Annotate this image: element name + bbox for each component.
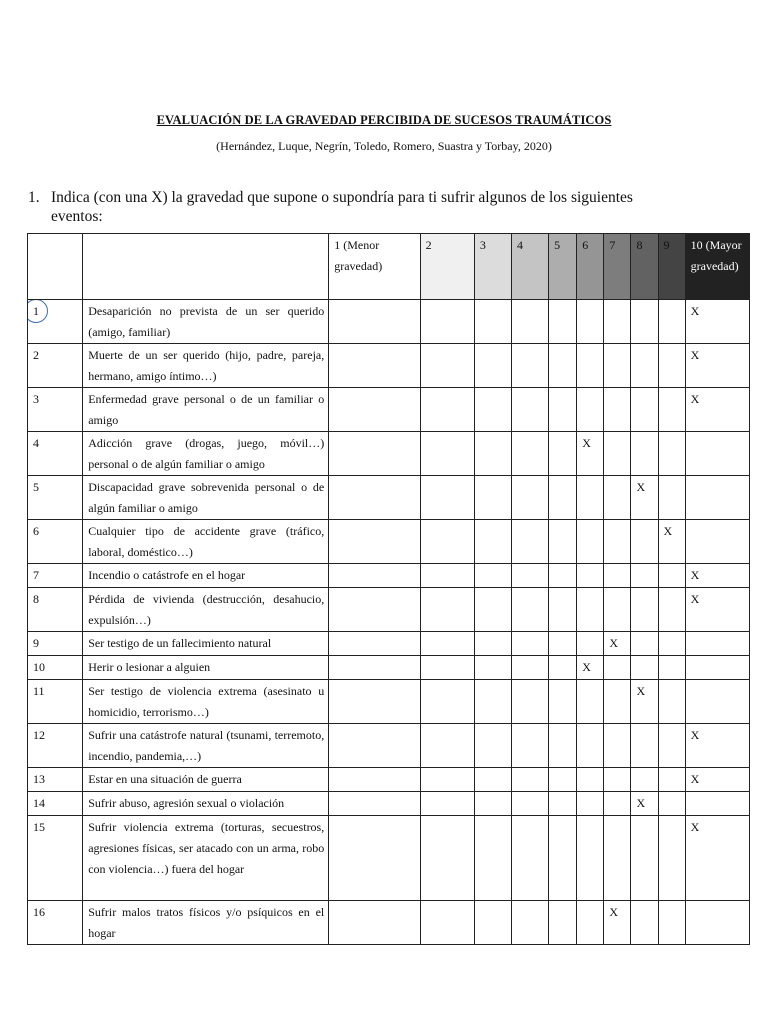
scale-header-3: 3 (474, 234, 511, 300)
rating-cell-4[interactable] (511, 724, 548, 768)
rating-cell-4[interactable] (511, 632, 548, 656)
table-row (28, 632, 750, 656)
header-event-cell (83, 234, 329, 300)
event-description: Incendio o catástrofe en el hogar (83, 564, 329, 588)
rating-cell-7[interactable] (604, 680, 631, 724)
rating-cell-4[interactable] (511, 344, 548, 388)
rating-cell-4[interactable] (511, 901, 548, 945)
rating-cell-1[interactable] (329, 768, 420, 792)
rating-cell-9[interactable] (658, 656, 685, 680)
header-number-cell (28, 234, 83, 300)
rating-cell-7[interactable] (604, 724, 631, 768)
rating-cell-6[interactable] (577, 680, 604, 724)
rating-cell-1[interactable] (329, 564, 420, 588)
event-description: Cualquier tipo de accidente grave (tráfico, laboral, doméstico…) (83, 520, 329, 564)
rating-cell-2[interactable] (420, 724, 474, 768)
rating-cell-8[interactable] (631, 901, 658, 945)
rating-cell-3[interactable] (474, 344, 511, 388)
table-row (28, 564, 750, 588)
rating-cell-3[interactable] (474, 388, 511, 432)
row-number (28, 724, 83, 768)
event-description: Discapacidad grave sobrevenida personal o de algún familiar o amigo (83, 476, 329, 520)
rating-cell-2[interactable] (420, 816, 474, 901)
rating-cell-9[interactable] (658, 476, 685, 520)
rating-cell-1[interactable] (329, 680, 420, 724)
rating-cell-5[interactable] (549, 564, 577, 588)
scale-header-2: 2 (420, 234, 474, 300)
rating-cell-8[interactable] (631, 432, 658, 476)
event-description: Sufrir una catástrofe natural (tsunami, terremoto, incendio, pandemia,…) (83, 724, 329, 768)
rating-cell-4[interactable] (511, 816, 548, 901)
table-row (28, 901, 750, 945)
row-number-text: 15 (33, 820, 45, 834)
rating-cell-9[interactable] (658, 588, 685, 632)
rating-cell-6[interactable] (577, 476, 604, 520)
rating-cell-2[interactable] (420, 768, 474, 792)
rating-cell-1[interactable] (329, 388, 420, 432)
table-row (28, 724, 750, 768)
rating-mark[interactable]: X (604, 632, 631, 656)
row-number-text: 3 (33, 392, 39, 406)
rating-cell-4[interactable] (511, 300, 548, 344)
rating-cell-7[interactable] (604, 432, 631, 476)
rating-cell-1[interactable] (329, 476, 420, 520)
rating-cell-2[interactable] (420, 632, 474, 656)
rating-cell-4[interactable] (511, 520, 548, 564)
rating-cell-6[interactable] (577, 724, 604, 768)
rating-cell-9[interactable] (658, 388, 685, 432)
scale-header-7: 7 (604, 234, 631, 300)
severity-table (27, 233, 750, 945)
rating-cell-3[interactable] (474, 816, 511, 901)
row-number-text: 16 (33, 905, 45, 919)
rating-cell-3[interactable] (474, 724, 511, 768)
rating-mark[interactable]: X (685, 388, 749, 432)
rating-mark[interactable]: X (631, 476, 658, 520)
rating-cell-3[interactable] (474, 656, 511, 680)
scale-header-8: 8 (631, 234, 658, 300)
rating-mark[interactable]: X (685, 588, 749, 632)
rating-cell-8[interactable] (631, 816, 658, 901)
scale-header-10: 10 (Mayor gravedad) (685, 234, 749, 300)
rating-cell-3[interactable] (474, 768, 511, 792)
rating-cell-5[interactable] (549, 432, 577, 476)
rating-cell-10[interactable] (685, 632, 749, 656)
row-number (28, 680, 83, 724)
scale-header-5: 5 (549, 234, 577, 300)
row-number (28, 432, 83, 476)
rating-cell-6[interactable] (577, 901, 604, 945)
table-row (28, 388, 750, 432)
rating-cell-5[interactable] (549, 792, 577, 816)
table-row (28, 588, 750, 632)
table-row (28, 656, 750, 680)
rating-cell-9[interactable] (658, 816, 685, 901)
row-number-text: 13 (33, 772, 45, 786)
rating-cell-9[interactable] (658, 564, 685, 588)
rating-cell-2[interactable] (420, 656, 474, 680)
rating-cell-1[interactable] (329, 344, 420, 388)
rating-cell-7[interactable] (604, 816, 631, 901)
rating-cell-8[interactable] (631, 388, 658, 432)
rating-cell-7[interactable] (604, 476, 631, 520)
rating-cell-7[interactable] (604, 564, 631, 588)
rating-cell-2[interactable] (420, 792, 474, 816)
row-number-text: 11 (33, 684, 45, 698)
rating-cell-8[interactable] (631, 768, 658, 792)
rating-mark[interactable]: X (631, 792, 658, 816)
rating-cell-5[interactable] (549, 768, 577, 792)
rating-cell-1[interactable] (329, 300, 420, 344)
rating-mark[interactable]: X (631, 680, 658, 724)
circled-row-number: 1 (33, 301, 39, 322)
rating-cell-5[interactable] (549, 632, 577, 656)
rating-cell-3[interactable] (474, 520, 511, 564)
rating-cell-6[interactable] (577, 344, 604, 388)
rating-cell-10[interactable] (685, 680, 749, 724)
rating-cell-6[interactable] (577, 768, 604, 792)
rating-mark[interactable]: X (685, 724, 749, 768)
rating-cell-8[interactable] (631, 632, 658, 656)
rating-cell-8[interactable] (631, 588, 658, 632)
table-row (28, 792, 750, 816)
event-description: Estar en una situación de guerra (83, 768, 329, 792)
row-number (28, 768, 83, 792)
rating-cell-10[interactable] (685, 792, 749, 816)
rating-cell-2[interactable] (420, 588, 474, 632)
rating-mark[interactable]: X (685, 564, 749, 588)
rating-cell-9[interactable] (658, 344, 685, 388)
row-number-text: 7 (33, 568, 39, 582)
rating-cell-9[interactable] (658, 432, 685, 476)
event-description: Ser testigo de un fallecimiento natural (83, 632, 329, 656)
rating-cell-5[interactable] (549, 476, 577, 520)
rating-cell-1[interactable] (329, 520, 420, 564)
rating-cell-1[interactable] (329, 901, 420, 945)
row-number-text: 2 (33, 348, 39, 362)
rating-cell-9[interactable] (658, 792, 685, 816)
rating-mark[interactable]: X (685, 768, 749, 792)
table-row (28, 476, 750, 520)
rating-mark[interactable]: X (685, 300, 749, 344)
rating-cell-7[interactable] (604, 588, 631, 632)
table-row (28, 816, 750, 901)
rating-cell-9[interactable] (658, 680, 685, 724)
row-number (28, 901, 83, 945)
rating-cell-6[interactable] (577, 792, 604, 816)
header-row (28, 234, 750, 300)
rating-cell-2[interactable] (420, 432, 474, 476)
rating-cell-3[interactable] (474, 901, 511, 945)
row-number-text: 8 (33, 592, 39, 606)
rating-cell-3[interactable] (474, 588, 511, 632)
rating-cell-7[interactable] (604, 656, 631, 680)
rating-cell-1[interactable] (329, 792, 420, 816)
event-description: Ser testigo de violencia extrema (asesinato u homicidio, terrorismo…) (83, 680, 329, 724)
rating-cell-5[interactable] (549, 388, 577, 432)
rating-cell-8[interactable] (631, 656, 658, 680)
rating-cell-10[interactable] (685, 520, 749, 564)
row-number (28, 588, 83, 632)
rating-cell-2[interactable] (420, 564, 474, 588)
rating-cell-7[interactable] (604, 344, 631, 388)
rating-cell-3[interactable] (474, 300, 511, 344)
row-number (28, 564, 83, 588)
rating-cell-3[interactable] (474, 476, 511, 520)
table-row (28, 680, 750, 724)
table-row (28, 432, 750, 476)
rating-mark[interactable]: X (658, 520, 685, 564)
rating-cell-9[interactable] (658, 300, 685, 344)
rating-cell-1[interactable] (329, 724, 420, 768)
rating-cell-9[interactable] (658, 768, 685, 792)
row-number (28, 792, 83, 816)
rating-cell-5[interactable] (549, 588, 577, 632)
rating-mark[interactable]: X (685, 816, 749, 901)
rating-cell-8[interactable] (631, 564, 658, 588)
document-title: EVALUACIÓN DE LA GRAVEDAD PERCIBIDA DE SUCESOS TRAUMÁTICOS (156, 113, 612, 127)
rating-cell-7[interactable] (604, 792, 631, 816)
rating-cell-5[interactable] (549, 901, 577, 945)
row-number-text: 10 (33, 660, 45, 674)
citation: (Hernández, Luque, Negrín, Toledo, Romero, Suastra y Torbay, 2020) (216, 139, 552, 153)
rating-cell-10[interactable] (685, 476, 749, 520)
row-number (28, 632, 83, 656)
rating-cell-6[interactable] (577, 564, 604, 588)
rating-cell-2[interactable] (420, 520, 474, 564)
rating-cell-8[interactable] (631, 724, 658, 768)
rating-cell-6[interactable] (577, 520, 604, 564)
rating-cell-6[interactable] (577, 816, 604, 901)
event-description: Sufrir malos tratos físicos y/o psíquicos en el hogar (83, 901, 329, 945)
rating-cell-10[interactable] (685, 901, 749, 945)
event-description: Sufrir violencia extrema (torturas, secuestros, agresiones físicas, ser atacado con un arma, robo con violencia…) fuera del hogar (83, 816, 329, 901)
row-number-text: 5 (33, 480, 39, 494)
question-number: 1. (28, 189, 40, 206)
event-description: Pérdida de vivienda (destrucción, desahucio, expulsión…) (83, 588, 329, 632)
scale-header-9: 9 (658, 234, 685, 300)
row-number (28, 388, 83, 432)
row-number (28, 344, 83, 388)
rating-mark[interactable]: X (685, 344, 749, 388)
rating-cell-8[interactable] (631, 520, 658, 564)
row-number (28, 816, 83, 901)
rating-cell-3[interactable] (474, 680, 511, 724)
question-text: Indica (con una X) la gravedad que supone o supondría para ti sufrir algunos de los siguientes eventos: (51, 189, 633, 225)
rating-cell-1[interactable] (329, 588, 420, 632)
row-number (28, 656, 83, 680)
row-number-text: 9 (33, 636, 39, 650)
event-description: Enfermedad grave personal o de un familiar o amigo (83, 388, 329, 432)
rating-cell-4[interactable] (511, 432, 548, 476)
rating-cell-8[interactable] (631, 300, 658, 344)
rating-cell-4[interactable] (511, 768, 548, 792)
table-row (28, 520, 750, 564)
rating-cell-4[interactable] (511, 388, 548, 432)
row-number-text: 6 (33, 524, 39, 538)
rating-cell-10[interactable] (685, 656, 749, 680)
rating-cell-2[interactable] (420, 300, 474, 344)
event-description: Adicción grave (drogas, juego, móvil…) personal o de algún familiar o amigo (83, 432, 329, 476)
rating-cell-5[interactable] (549, 344, 577, 388)
row-number (28, 476, 83, 520)
rating-cell-7[interactable] (604, 520, 631, 564)
rating-cell-7[interactable] (604, 388, 631, 432)
rating-cell-2[interactable] (420, 680, 474, 724)
rating-cell-4[interactable] (511, 792, 548, 816)
rating-cell-5[interactable] (549, 724, 577, 768)
rating-cell-1[interactable] (329, 632, 420, 656)
rating-cell-6[interactable] (577, 588, 604, 632)
rating-cell-5[interactable] (549, 816, 577, 901)
row-number (28, 520, 83, 564)
rating-cell-1[interactable] (329, 816, 420, 901)
rating-cell-5[interactable] (549, 300, 577, 344)
rating-cell-4[interactable] (511, 564, 548, 588)
rating-cell-4[interactable] (511, 680, 548, 724)
scale-header-6: 6 (577, 234, 604, 300)
rating-cell-3[interactable] (474, 632, 511, 656)
table-row (28, 300, 750, 344)
rating-mark[interactable]: X (604, 901, 631, 945)
rating-cell-2[interactable] (420, 388, 474, 432)
rating-cell-8[interactable] (631, 344, 658, 388)
rating-cell-6[interactable] (577, 388, 604, 432)
row-number-text: 14 (33, 796, 45, 810)
rating-cell-7[interactable] (604, 300, 631, 344)
rating-cell-4[interactable] (511, 476, 548, 520)
event-description: Desaparición no prevista de un ser querido (amigo, familiar) (83, 300, 329, 344)
row-number-text: 4 (33, 436, 39, 450)
rating-cell-1[interactable] (329, 432, 420, 476)
rating-cell-9[interactable] (658, 632, 685, 656)
table-row (28, 344, 750, 388)
rating-cell-6[interactable] (577, 632, 604, 656)
rating-mark[interactable]: X (577, 656, 604, 680)
rating-cell-9[interactable] (658, 901, 685, 945)
rating-cell-10[interactable] (685, 432, 749, 476)
event-description: Muerte de un ser querido (hijo, padre, pareja, hermano, amigo íntimo…) (83, 344, 329, 388)
scale-header-4: 4 (511, 234, 548, 300)
rating-cell-9[interactable] (658, 724, 685, 768)
rating-cell-4[interactable] (511, 588, 548, 632)
table-row (28, 768, 750, 792)
rating-cell-2[interactable] (420, 344, 474, 388)
rating-cell-3[interactable] (474, 432, 511, 476)
row-number (28, 300, 83, 344)
rating-cell-2[interactable] (420, 476, 474, 520)
rating-cell-4[interactable] (511, 656, 548, 680)
rating-cell-6[interactable] (577, 300, 604, 344)
rating-mark[interactable]: X (577, 432, 604, 476)
rating-cell-3[interactable] (474, 792, 511, 816)
rating-cell-5[interactable] (549, 680, 577, 724)
event-description: Sufrir abuso, agresión sexual o violación (83, 792, 329, 816)
scale-header-1: 1 (Menor gravedad) (329, 234, 420, 300)
rating-cell-3[interactable] (474, 564, 511, 588)
row-number-text: 12 (33, 728, 45, 742)
rating-cell-2[interactable] (420, 901, 474, 945)
rating-cell-7[interactable] (604, 768, 631, 792)
event-description: Herir o lesionar a alguien (83, 656, 329, 680)
rating-cell-5[interactable] (549, 520, 577, 564)
rating-cell-5[interactable] (549, 656, 577, 680)
rating-cell-1[interactable] (329, 656, 420, 680)
